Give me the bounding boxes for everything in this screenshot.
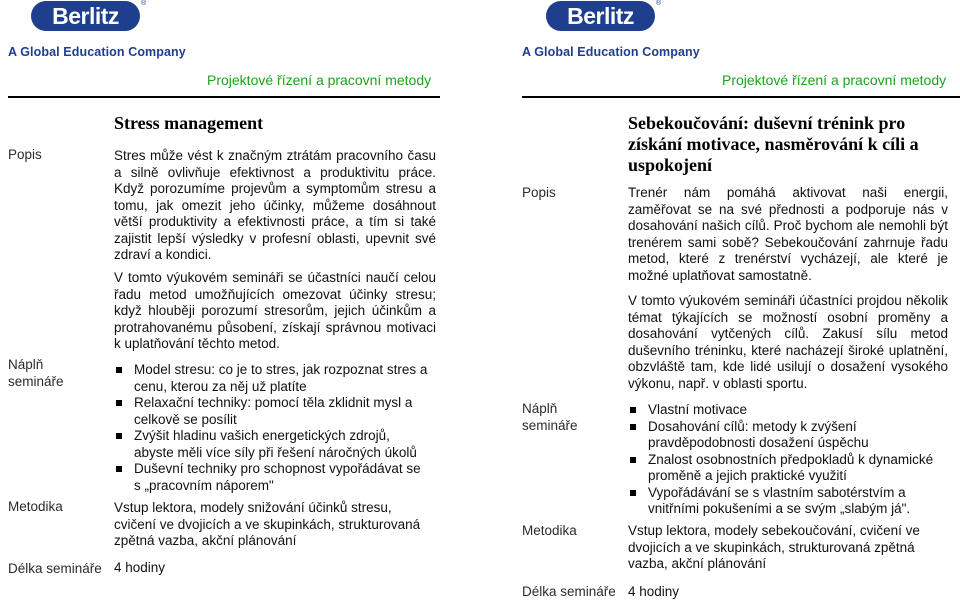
description-paragraph-1: Stres může vést k značným ztrátám pracovního času a silně ovlivňuje efektivnost a produktivitu práce. Když porozumíme projevům a symptomům stresu a tomu, jak omezit jeho účinky, můžeme dosáhnout větší produktivity a efektivnosti práce, a tím si také zajistit lepší výsledky v profesní oblasti, upevnit své zdraví a kondici.	[114, 148, 436, 262]
method-text: Vstup lektora, modely sebekoučování, cvičení ve dvojicích a ve skupinkách, strukturovaná zpětná vazba, akční plánování	[628, 523, 920, 571]
list-item: Dosahování cílů: metody k zvýšení pravděpodobnosti dosažení úspěchu	[628, 419, 946, 452]
seminar-title: Sebekoučování: duševní trénink pro získání motivace, nasměrování k cíli a uspokojení	[628, 113, 919, 175]
bullet-square-icon	[116, 400, 122, 406]
registered-mark: ®	[656, 0, 662, 7]
right-page	[517, 0, 960, 608]
list-item: Vypořádávání se s vlastním sabotérstvím a vnitřními pokušeními a se svým „slabým já".	[628, 485, 946, 518]
tagline: A Global Education Company	[522, 45, 700, 59]
bullet-square-icon	[116, 433, 122, 439]
list-item: Vlastní motivace	[628, 402, 946, 419]
program-title: Projektové řízení a pracovní metody	[722, 72, 947, 88]
method-label: Metodika	[8, 499, 63, 514]
duration-label: Délka semináře	[8, 561, 102, 576]
list-item: Relaxační techniky: pomocí těla zklidnit mysl a celkově se posílit	[114, 395, 430, 428]
duration-value: 4 hodiny	[628, 584, 680, 599]
description-label: Popis	[522, 185, 556, 200]
berlitz-logo: Berlitz	[546, 1, 655, 31]
bullet-square-icon	[116, 367, 122, 373]
tagline: A Global Education Company	[8, 45, 186, 59]
duration-value: 4 hodiny	[114, 560, 166, 575]
content-label: Náplň semináře	[522, 401, 578, 433]
description-paragraph-2: V tomto výukovém semináři účastníci projdou několik témat týkajících se možností osobní proměny a dosahování vytčených cílů. Zakusí sílu metod duševního tréninku, které nacházejí široké uplatnění, obzvláště tam, kde lidé usilují o dosažení vysokého výkonu, např. v oblasti sportu.	[628, 293, 948, 391]
content-list	[628, 402, 946, 518]
divider	[8, 96, 440, 98]
content-label: Náplň semináře	[8, 357, 64, 389]
program-title: Projektové řízení a pracovní metody	[207, 72, 432, 88]
registered-mark: ®	[141, 0, 147, 7]
method-text: Vstup lektora, modely snižování účinků stresu, cvičení ve dvojicích a ve skupinkách, strukturovaná zpětná vazba, akční plánování	[114, 500, 421, 548]
bullet-square-icon	[630, 457, 636, 463]
duration-label: Délka semináře	[522, 584, 616, 599]
description-label: Popis	[8, 147, 42, 162]
content-list	[114, 362, 430, 494]
bullet-square-icon	[630, 424, 636, 430]
bullet-square-icon	[116, 466, 122, 472]
list-item: Duševní techniky pro schopnost vypořádávat se s „pracovním náporem"	[114, 461, 430, 494]
list-item: Znalost osobnostních předpokladů k dynamické proměně a jejich praktické využití	[628, 452, 946, 485]
method-label: Metodika	[522, 523, 577, 538]
bullet-square-icon	[630, 407, 636, 413]
seminar-title: Stress management	[114, 113, 264, 133]
list-item: Zvýšit hladinu vašich energetických zdrojů, abyste měli více síly při řešení náročných úkolů	[114, 428, 430, 461]
berlitz-logo: Berlitz	[31, 1, 140, 31]
description-paragraph-2: V tomto výukovém semináři se účastníci naučí celou řadu metod umožňujících omezovat účinky stresu; když hlouběji porozumí stresorům, jejich účinkům a protrahovanému působení, získají správnou motivaci k uplatňování těchto metod.	[114, 270, 436, 351]
divider	[522, 96, 960, 98]
description-paragraph-1: Trenér nám pomáhá aktivovat naši energii, zaměřovat se na své přednosti a podporuje nás v dosahování našich cílů. Proč bychom ale nemohli být trenérem sami sobě? Sebekoučování zahrnuje řadu metod, které z trenérství vycházejí, ale které je možné uplatňovat samostatně.	[628, 185, 948, 283]
bullet-square-icon	[630, 490, 636, 496]
list-item: Model stresu: co je to stres, jak rozpoznat stres a cenu, kterou za něj už platíte	[114, 362, 430, 395]
